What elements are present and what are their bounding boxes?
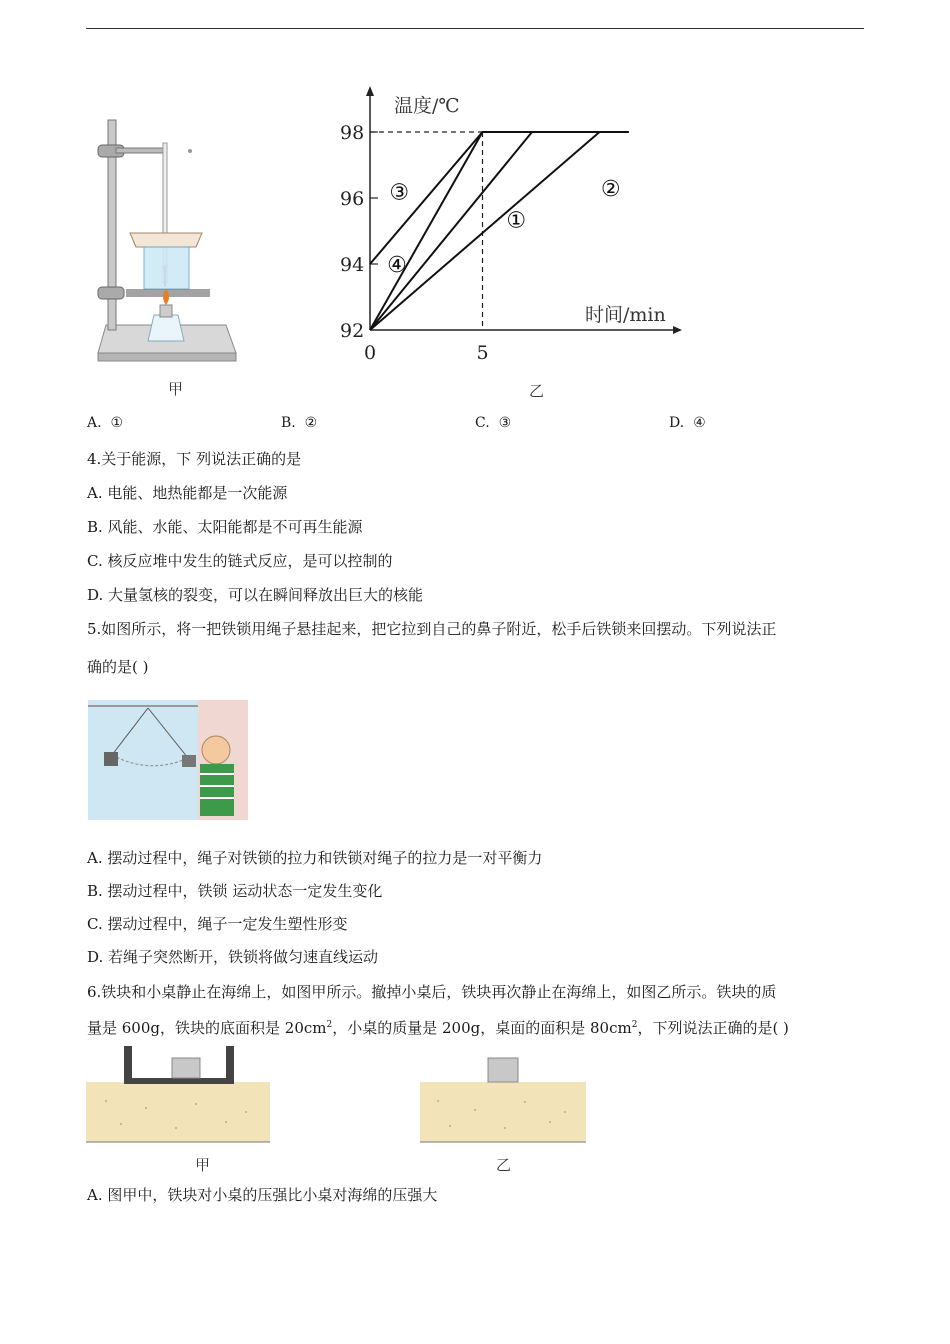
chart-series-labels [387,177,620,278]
header-rule [86,28,864,29]
q6-figure-left-caption: 甲 [195,1156,211,1174]
sponge-with-table-figure [86,1046,270,1146]
series-label-1: ① [506,208,527,234]
chart-ticks [340,122,489,364]
q6-stem-line2: 量是 600g，铁块的底面积是 $20cm^2$，小桌的质量是 200g，桌面的面积是 $80cm^2$，下列说法正确的是( ) [87,1019,789,1037]
q3-figure-left-caption: 甲 [168,380,184,398]
q4-option-d: D. 大量氢核的裂变，可以在瞬间释放出巨大的核能 [87,586,424,604]
y-tick-label-94: 94 [340,254,365,276]
q5-option-c: C. 摆动过程中，绳子一定发生塑性形变 [87,915,348,933]
series-label-2: ② [600,177,621,203]
q4-option-c: C. 核反应堆中发生的链式反应，是可以控制的 [87,552,393,570]
series-label-3: ③ [389,180,410,206]
q3-figure-right-caption: 乙 [529,382,545,400]
y-tick-label-98: 98 [340,122,365,144]
sponge-iron-block-figure [420,1046,586,1146]
x-axis-arrow [673,326,682,334]
q5-option-b: B. 摆动过程中，铁锁 运动状态一定发生变化 [87,882,383,900]
q6-figure-right-caption: 乙 [496,1156,512,1174]
q5-option-a: A. 摆动过程中，绳子对铁锁的拉力和铁锁对绳子的拉力是一对平衡力 [87,849,543,867]
q3-option-b: B. ② [281,415,318,431]
q3-option-c: C. ③ [475,415,512,431]
temperature-time-chart [330,80,690,370]
y-axis-label: 温度/℃ [394,95,460,117]
x-tick-label-0: 0 [364,342,377,364]
x-axis-label: 时间/min [585,304,666,326]
q6-option-a: A. 图甲中，铁块对小桌的压强比小桌对海绵的压强大 [87,1186,438,1204]
q4-stem: 4.关于能源，下 列说法正确的是 [87,450,302,468]
series-line-4 [370,132,483,330]
q4-option-b: B. 风能、水能、太阳能都是不可再生能源 [87,518,363,536]
series-line-2 [370,132,600,330]
chart-series-lines [370,132,629,330]
y-tick-label-92: 92 [340,320,365,342]
q5-option-d: D. 若绳子突然断开，铁锁将做匀速直线运动 [87,948,379,966]
q3-option-a: A. ① [87,415,124,431]
y-tick-label-96: 96 [340,188,365,210]
q3-option-d: D. ④ [669,415,706,431]
series-label-4: ④ [387,253,407,278]
q4-option-a: A. 电能、地热能都是一次能源 [87,484,288,502]
q5-stem-line2: 确的是( ) [87,658,149,676]
q6-stem-line1: 6.铁块和小桌静止在海绵上，如图甲所示。撤掉小桌后，铁块再次静止在海绵上，如图乙所示。铁块的质 [87,983,777,1001]
y-axis-arrow [366,86,374,96]
pendulum-lock-figure [88,700,248,820]
lab-apparatus-figure [86,115,246,375]
x-tick-label-5: 5 [476,342,489,364]
q5-stem-line1: 5.如图所示，将一把铁锁用绳子悬挂起来，把它拉到自己的鼻子附近，松手后铁锁来回摆动。下列说法正 [87,620,777,638]
